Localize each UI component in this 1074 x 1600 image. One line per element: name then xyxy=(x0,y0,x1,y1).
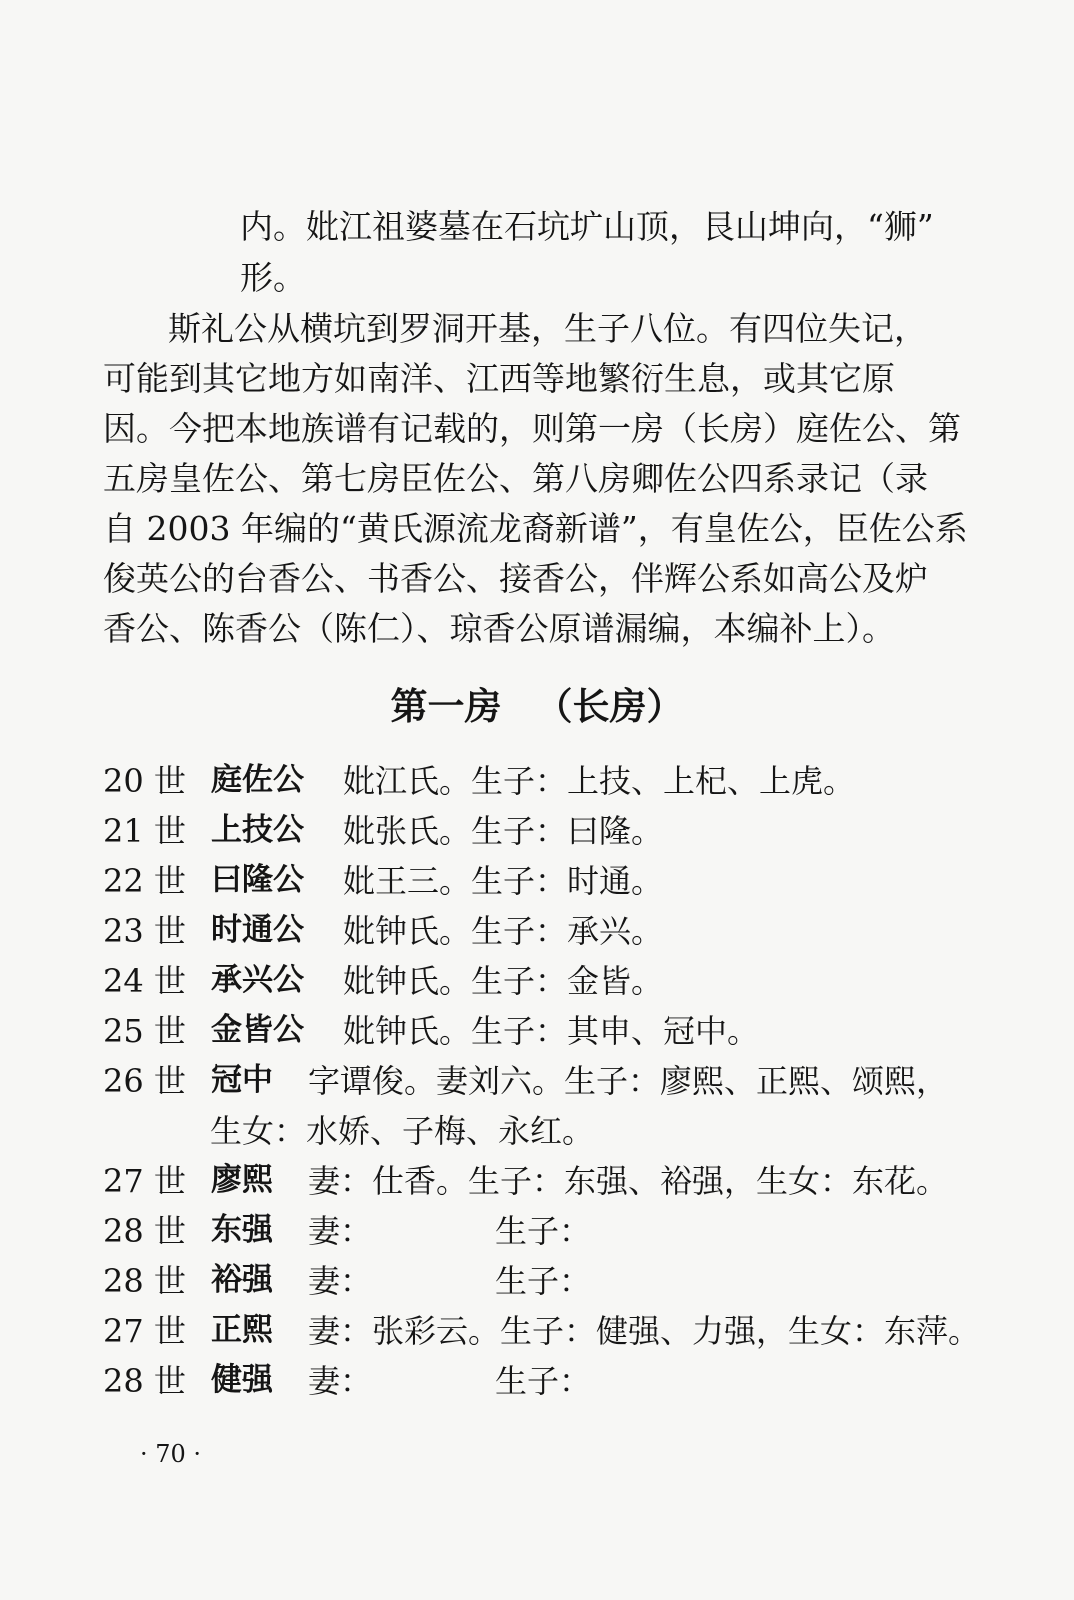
intro-line-1: 内。妣江祖婆墓在石坑圹山顶，艮山坤向，“狮” xyxy=(240,207,934,246)
ancestor-name: 承兴公 xyxy=(211,962,304,998)
section-heading xyxy=(0,685,1074,728)
ancestor-description: 妣张氏。生子：曰隆。 xyxy=(343,812,664,850)
ancestor-name: 东强 xyxy=(211,1212,273,1248)
generation-number: 20 世 xyxy=(103,762,186,800)
ancestor-description: 妣钟氏。生子：承兴。 xyxy=(343,912,664,950)
children-field: 生子： xyxy=(495,1212,592,1250)
ancestor-description: 妻： xyxy=(308,1212,373,1250)
generation-number: 27 世 xyxy=(103,1312,186,1350)
children-field: 生子： xyxy=(495,1362,592,1400)
generation-number: 21 世 xyxy=(103,812,186,850)
ancestor-name: 曰隆公 xyxy=(211,862,304,898)
generation-row xyxy=(103,1162,1003,1205)
ancestor-description: 妻： xyxy=(308,1262,373,1300)
page-number: · 70 · xyxy=(140,1440,202,1468)
ancestor-name: 廖熙 xyxy=(211,1162,273,1198)
generation-row xyxy=(103,962,1003,1005)
paragraph-line: 自 2003 年编的“黄氏源流龙裔新谱”，有皇佐公，臣佐公系 xyxy=(103,509,968,548)
generation-number: 28 世 xyxy=(103,1262,186,1300)
ancestor-description: 妣江氏。生子：上技、上杞、上虎。 xyxy=(343,762,856,800)
ancestor-name: 时通公 xyxy=(211,912,304,948)
ancestor-name: 健强 xyxy=(211,1362,273,1398)
generation-number: 28 世 xyxy=(103,1362,186,1400)
ancestor-name: 金皆公 xyxy=(211,1012,304,1048)
generation-row xyxy=(103,1062,1003,1105)
ancestor-name: 庭佐公 xyxy=(211,762,304,798)
paragraph-line: 香公、陈香公（陈仁）、琼香公原谱漏编，本编补上）。 xyxy=(103,609,895,648)
generation-number: 22 世 xyxy=(103,862,186,900)
generation-number: 24 世 xyxy=(103,962,186,1000)
generation-row xyxy=(103,862,1003,905)
generation-row xyxy=(103,912,1003,955)
section-heading-sub: （长房） xyxy=(535,685,684,728)
generation-number: 23 世 xyxy=(103,912,186,950)
ancestor-description: 字谭俊。妻刘六。生子：廖熙、正熙、颂熙， xyxy=(308,1062,949,1100)
generation-row xyxy=(103,1012,1003,1055)
generation-number: 28 世 xyxy=(103,1212,186,1250)
ancestor-name: 冠中 xyxy=(211,1062,273,1098)
generation-row xyxy=(103,812,1003,855)
ancestor-name: 裕强 xyxy=(211,1262,273,1298)
paragraph-line: 五房皇佐公、第七房臣佐公、第八房卿佐公四系录记（录 xyxy=(103,459,928,498)
generation-row xyxy=(103,1212,1003,1255)
ancestor-name: 正熙 xyxy=(211,1312,273,1348)
ancestor-description-continued: 生女：水娇、子梅、永红。 xyxy=(210,1112,595,1150)
generation-row xyxy=(103,1262,1003,1305)
children-field: 生子： xyxy=(495,1262,592,1300)
generation-number: 25 世 xyxy=(103,1012,186,1050)
paragraph-line: 俊英公的台香公、书香公、接香公，伴辉公系如高公及炉 xyxy=(103,559,928,598)
ancestor-description: 妣钟氏。生子：金皆。 xyxy=(343,962,664,1000)
ancestor-description: 妻：仕香。生子：东强、裕强，生女：东花。 xyxy=(308,1162,949,1200)
generation-number: 27 世 xyxy=(103,1162,186,1200)
generation-row xyxy=(103,762,1003,805)
paragraph-line: 斯礼公从横坑到罗洞开基，生子八位。有四位失记， xyxy=(168,309,927,348)
intro-line-2: 形。 xyxy=(240,258,306,297)
ancestor-description: 妻：张彩云。生子：健强、力强，生女：东萍。 xyxy=(308,1312,981,1350)
ancestor-description: 妣王三。生子：时通。 xyxy=(343,862,664,900)
paragraph-line: 可能到其它地方如南洋、江西等地繁衍生息，或其它原 xyxy=(103,359,895,398)
generation-row xyxy=(103,1312,1003,1355)
generation-row xyxy=(103,1362,1003,1405)
ancestor-name: 上技公 xyxy=(211,812,304,848)
generation-number: 26 世 xyxy=(103,1062,186,1100)
paragraph-line: 因。今把本地族谱有记载的，则第一房（长房）庭佐公、第 xyxy=(103,409,961,448)
ancestor-description: 妣钟氏。生子：其申、冠中。 xyxy=(343,1012,760,1050)
section-heading-main: 第一房 xyxy=(390,685,502,728)
ancestor-description: 妻： xyxy=(308,1362,373,1400)
